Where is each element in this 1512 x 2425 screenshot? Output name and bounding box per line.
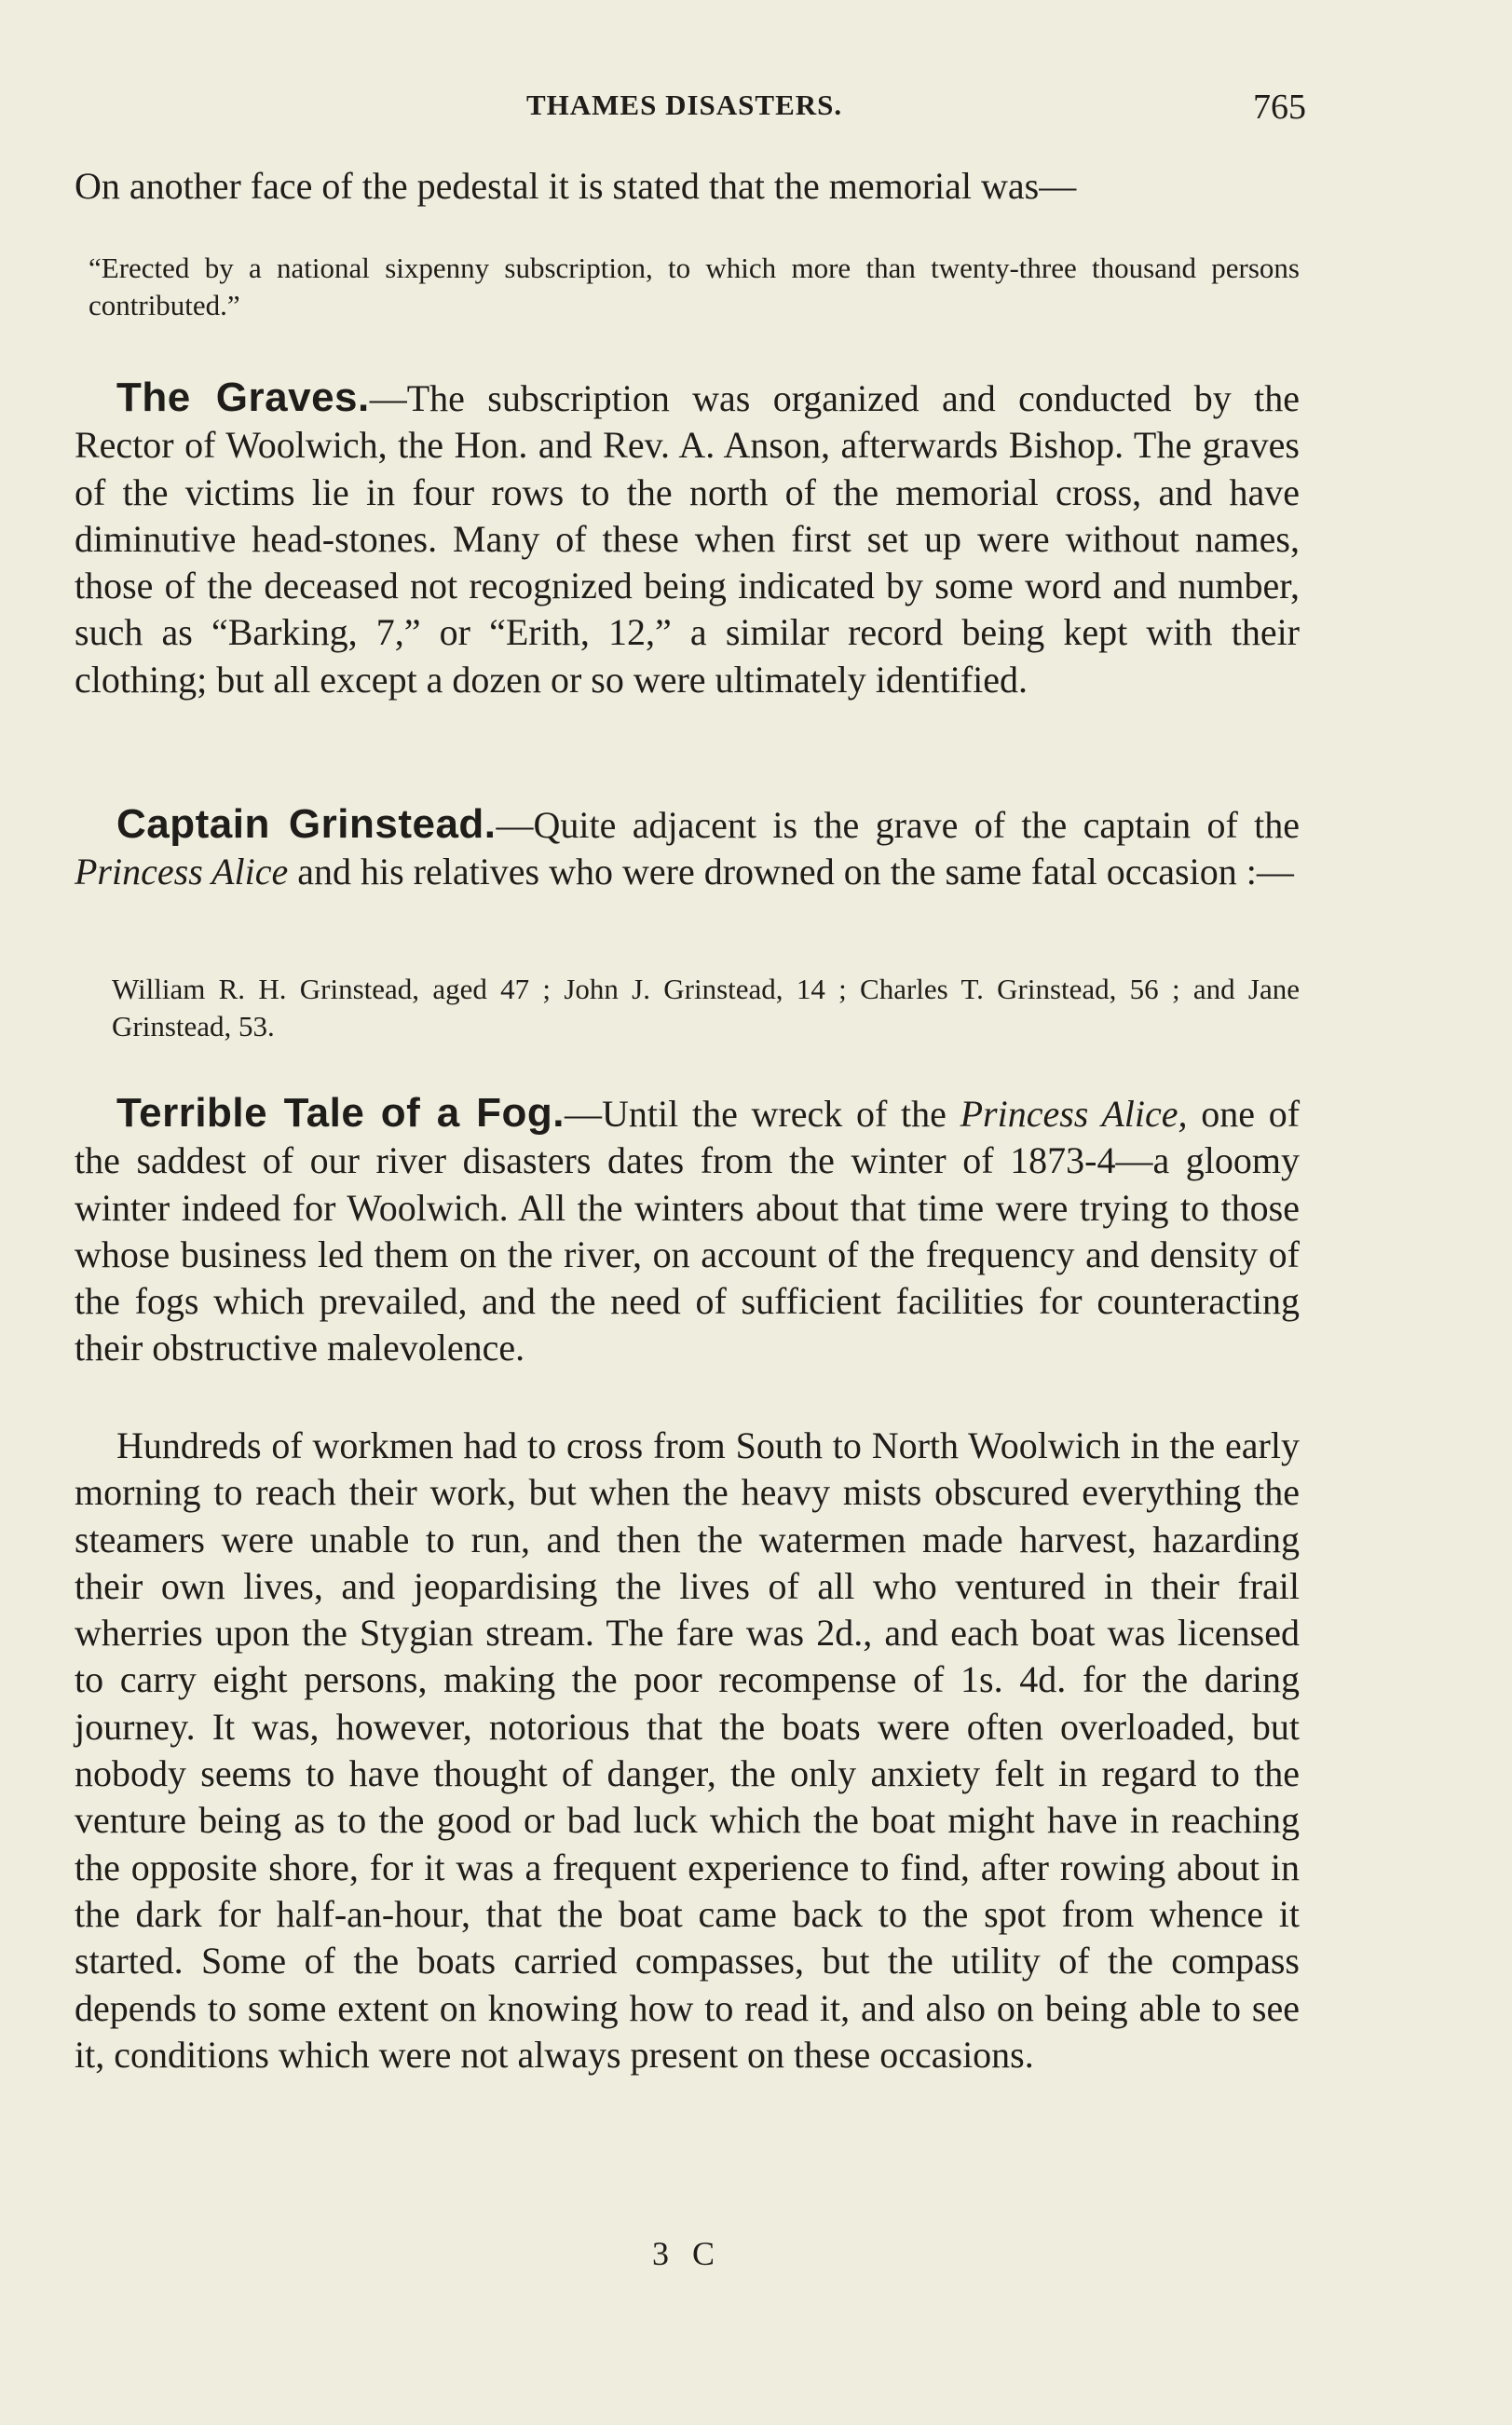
fog-text-before: —Until the wreck of the [565, 1093, 960, 1135]
graves-heading: The Graves. [116, 375, 370, 420]
fog-section [75, 1090, 1300, 1372]
workmen-paragraph: Hundreds of workmen had to cross from South to North Woolwich in the early morning to reach their work, but when the heavy mists obscured everything the steamers were unable to run, and then the watermen made harvest, hazarding their own lives, and jeopardising the lives of all who ventured in their frail wherries upon the Stygian stream. The fare was 2d., and each boat was licensed to carry eight persons, making the poor recompense of 1s. 4d. for the daring journey. It was, however, notorious that the boats were often overloaded, but nobody seems to have thought of danger, the only anxiety felt in regard to the venture being as to the good or bad luck which the boat might have in reaching the opposite shore, for it was a frequent experience to find, after rowing about in the dark for half-an-hour, that the boat came back to the spot from whence it started. Some of the boats carried compasses, but the utility of the compass depends to some extent on knowing how to read it, and also on being able to see it, conditions which were not always present on these occasions. [75, 1424, 1300, 2076]
inscription-quote: “Erected by a national sixpenny subscription, to which more than twenty-three thousand persons contributed.” [89, 252, 1300, 321]
grinstead-ship-name: Princess Alice [75, 851, 289, 893]
running-title: THAMES DISASTERS. [526, 89, 843, 121]
fog-heading: Terrible Tale of a Fog. [116, 1090, 565, 1136]
grinstead-names: William R. H. Grinstead, aged 47 ; John J. Grinstead, 14 ; Charles T. Grinstead, 56 ; and Jane Grinstead, 53. [112, 973, 1300, 1042]
grinstead-text-after: and his relatives who were drowned on the same fatal occasion :— [288, 851, 1294, 893]
fog-text-after: one of the saddest of our river disasters dates from the winter of 1873-4—a gloomy winter indeed for Woolwich. All the winters about that time were trying to those whose business led them on the river, on account of the frequency and density of the fogs which prevailed, and the need of sufficient facilities for counteracting their obstructive malevolence. [75, 1093, 1301, 1369]
graves-text: —The subscription was organized and conducted by the Rector of Woolwich, the Hon. and Rev. A. Anson, afterwards Bishop. The graves of the victims lie in four rows to the north of the memorial cross, and have diminutive head-stones. Many of these when first set up were without names, those of the deceased not recognized being indicated by some word and number, such as “Barking, 7,” or “Erith, 12,” a similar record being kept with their clothing; but all except a dozen or so were ultimately identified. [75, 377, 1300, 701]
grinstead-section [75, 801, 1300, 896]
running-head [0, 89, 1512, 135]
grinstead-heading: Captain Grinstead. [116, 801, 497, 847]
intro-paragraph: On another face of the pedestal it is stated that the memorial was— [75, 165, 1077, 207]
signature-mark: 3 C [652, 2235, 723, 2272]
page-number: 765 [1253, 88, 1306, 127]
grinstead-text-before: —Quite adjacent is the grave of the captain of the [496, 804, 1301, 846]
graves-section [75, 375, 1300, 703]
fog-ship-name: Princess Alice, [960, 1093, 1188, 1135]
